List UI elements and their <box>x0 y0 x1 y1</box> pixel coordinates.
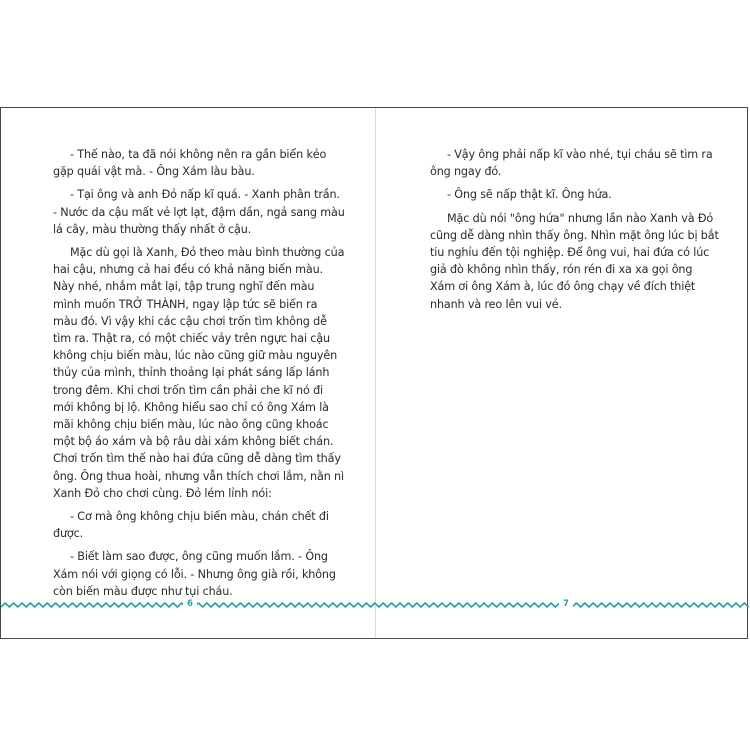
left-page-text <box>53 146 345 606</box>
paragraph: - Tại ông và anh Đỏ nấp kĩ quá. - Xanh phân trần. - Nước da cậu mất vẻ lợt lạt, đậm dần, ngả sang màu lá cây, màu thường thấy nhất ở cậu. <box>53 188 345 236</box>
book-spread <box>0 107 748 639</box>
paragraph: - Ông sẽ nấp thật kĩ. Ông hứa. <box>447 188 612 202</box>
wave-divider <box>1 598 749 614</box>
page-number-left: 6 <box>183 599 197 609</box>
paragraph: - Vậy ông phải nấp kĩ vào nhé, tụi cháu sẽ tìm ra ông ngay đó. <box>430 148 713 179</box>
page-number-right: 7 <box>559 599 573 609</box>
paragraph: - Thế nào, ta đã nói không nên ra gần biển kẻo gặp quái vật mà. - Ông Xám làu bàu. <box>53 148 327 179</box>
paragraph: Mặc dù gọi là Xanh, Đỏ theo màu bình thường của hai cậu, nhưng cả hai đều có khả năng biến màu. Này nhé, nhắm mắt lại, tập trung nghĩ đến màu mình muốn TRỞ THÀNH, ngay lập tức sẽ biến ra màu đó. Vì vậy khi các cậu chơi trốn tìm không dễ tìm ra. Thật ra, có một chiếc vảy trên ngực hai cậu không chịu biến màu, lúc nào cũng giữ màu nguyên thủy của mình, thỉnh thoảng lại phát sáng lấp lánh trong đêm. Khi chơi trốn tìm cần phải che kĩ nó đi mới không bị lộ. Không hiểu sao chỉ có ông Xám là mãi không chịu biến màu, lúc nào ông cũng khoác một bộ áo xám và bộ râu dài xám không biết chán. Chơi trốn tìm thế nào hai đứa cũng dễ dàng tìm thấy ông. Ông thua hoài, nhưng vẫn thích chơi lắm, nằn nì Xanh Đỏ cho chơi cùng. Đỏ lém lỉnh nói: <box>53 246 345 500</box>
paragraph: - Cơ mà ông không chịu biến màu, chán chết đi được. <box>53 510 329 541</box>
paragraph: Mặc dù nói "ông hứa" nhưng lần nào Xanh và Đỏ cũng dễ dàng nhìn thấy ông. Nhìn mặt ông lúc bị bắt tiu nghỉu đến tội nghiệp. Để ông vui, hai đứa có lúc giả đò không nhìn thấy, rón rén đi xa xa gọi ông Xám ơi ông Xám à, lúc đó ông chạy về đích thiệt nhanh và reo lên vui vẻ. <box>430 211 719 311</box>
paragraph: - Biết làm sao được, ông cũng muốn lắm. - Ông Xám nói với giọng có lỗi. - Nhưng ông già rồi, không còn biến màu được như tụi cháu. <box>53 550 336 598</box>
page-gutter <box>375 108 376 638</box>
right-page-text <box>430 146 720 319</box>
